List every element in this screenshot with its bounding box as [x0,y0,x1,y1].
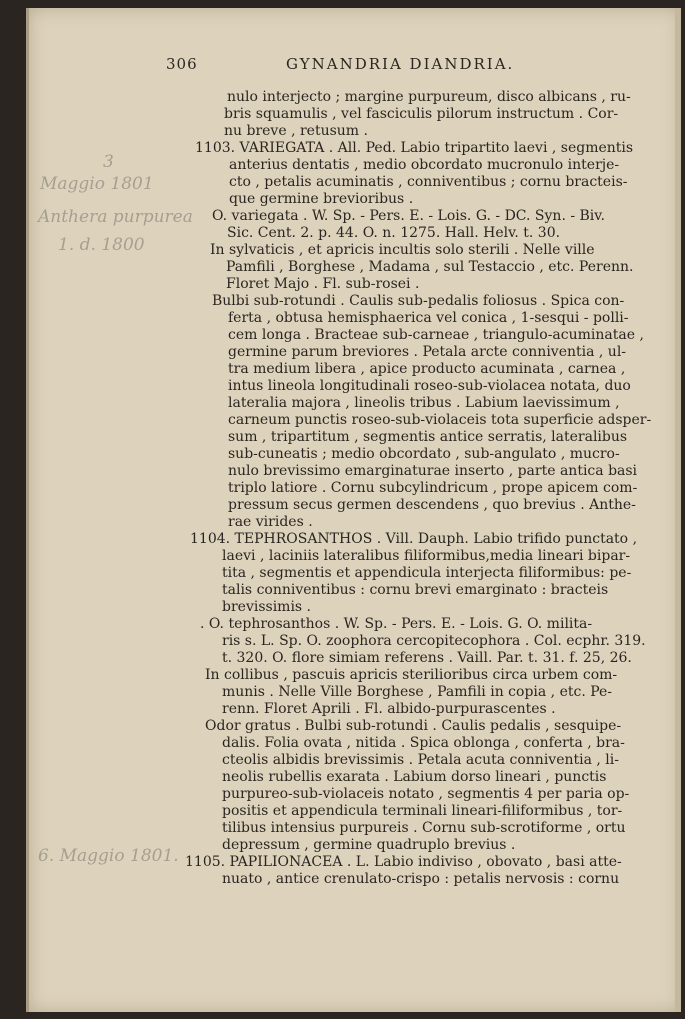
text-line: 1104. TEPHROSANTHOS . Vill. Dauph. Labio trifido punctato , [190,531,638,547]
text-line: Odor gratus . Bulbi sub-rotundi . Caulis pedalis , sesquipe- [205,718,622,734]
text-line: 1105. PAPILIONACEA . L. Labio indiviso , obovato , basi atte- [185,854,622,870]
text-line: renn. Floret Aprili . Fl. albido-purpurascentes . [222,701,556,717]
text-line: intus lineola longitudinali roseo-sub-violacea notata, duo [228,378,631,394]
text-line: positis et appendicula terminali lineari-filiformibus , tor- [222,803,623,819]
text-line: . O. tephrosanthos . W. Sp. - Pers. E. - Lois. G. O. milita- [200,616,593,632]
text-line: bris squamulis , vel fasciculis pilorum instructum . Cor- [224,106,619,122]
text-line: nu breve , retusum . [224,123,368,139]
text-line: laevi , laciniis lateralibus filiformibus,media lineari bipar- [222,548,631,564]
text-line: brevissimis . [222,599,312,615]
text-line: nulo interjecto ; margine purpureum, disco albicans , ru- [227,89,631,105]
text-line: purpureo-sub-violaceis notato , segmentis 4 per paria op- [222,786,630,802]
text-line: Sic. Cent. 2. p. 44. O. n. 1275. Hall. Helv. t. 30. [227,225,561,241]
text-line: tilibus intensius purpureis . Cornu sub-scrotiforme , ortu [222,820,626,836]
text-line: sub-cuneatis ; medio obcordato , sub-angulato , mucro- [228,446,620,462]
text-line: O. variegata . W. Sp. - Pers. E. - Lois. G. - DC. Syn. - Biv. [212,208,605,224]
text-line: t. 320. O. flore simiam referens . Vaill. Par. t. 31. f. 25, 26. [222,650,632,666]
text-line: Pamfili , Borghese , Madama , sul Testaccio , etc. Perenn. [226,259,634,275]
running-title: GYNANDRIA DIANDRIA. [286,55,515,73]
handwritten-margin-note: Anthera purpurea [38,207,193,227]
text-line: In collibus , pascuis apricis sterilioribus circa urbem com- [205,667,618,683]
page-number: 306 [166,55,198,73]
text-line: que germine brevioribus . [229,191,414,207]
text-line: munis . Nelle Ville Borghese , Pamfili in copia , etc. Pe- [222,684,613,700]
text-line: talis conniventibus : cornu brevi emarginato : bracteis [222,582,609,598]
text-line: germine parum breviores . Petala arcte conniventia , ul- [228,344,627,360]
handwritten-margin-note: 1. d. 1800 [58,235,145,255]
page-edge [675,8,681,1012]
text-line: ferta , obtusa hemisphaerica vel conica , 1-sesqui - polli- [228,310,629,326]
handwritten-margin-note: 6. Maggio 1801. [38,846,179,866]
text-line: Floret Majo . Fl. sub-rosei . [226,276,420,292]
text-line: nuato , antice crenulato-crispo : petalis nervosis : cornu [222,871,620,887]
text-line: rae virides . [228,514,313,530]
text-line: pressum secus germen descendens , quo brevius . Anthe- [228,497,636,513]
text-line: cem longa . Bracteae sub-carneae , triangulo-acuminatae , [228,327,644,343]
text-line: anterius dentatis , medio obcordato mucronulo interje- [229,157,620,173]
text-line: depressum , germine quadruplo brevius . [222,837,516,853]
text-line: cteolis albidis brevissimis . Petala acuta conniventia , li- [222,752,619,768]
text-line: carneum punctis roseo-sub-violaceis tota superficie adsper- [228,412,652,428]
text-line: Bulbi sub-rotundi . Caulis sub-pedalis foliosus . Spica con- [212,293,625,309]
text-line: In sylvaticis , et apricis incultis solo sterili . Nelle ville [210,242,595,258]
text-line: lateralia majora , lineolis tribus . Labium laevissimum , [228,395,620,411]
page-header [166,55,625,79]
text-line: sum , tripartitum , segmentis antice serratis, lateralibus [228,429,628,445]
text-line: tra medium libera , apice producto acuminata , carnea , [228,361,626,377]
handwritten-margin-note: Maggio 1801 [40,174,154,194]
text-line: nulo brevissimo emarginaturae inserto , parte antica basi [228,463,638,479]
text-line: cto , petalis acuminatis , conniventibus ; cornu bracteis- [229,174,628,190]
text-line: ris s. L. Sp. O. zoophora cercopitecophora . Col. ecphr. 319. [222,633,646,649]
text-line: dalis. Folia ovata , nitida . Spica oblonga , conferta , bra- [222,735,625,751]
text-line: tita , segmentis et appendicula interjecta filiformibus: pe- [222,565,632,581]
handwritten-margin-note: 3 [103,152,114,172]
text-line: triplo latiore . Cornu subcylindricum , prope apicem com- [228,480,638,496]
text-line: neolis rubellis exarata . Labium dorso lineari , punctis [222,769,607,785]
text-line: 1103. VARIEGATA . All. Ped. Labio tripartito laevi , segmentis [195,140,634,156]
